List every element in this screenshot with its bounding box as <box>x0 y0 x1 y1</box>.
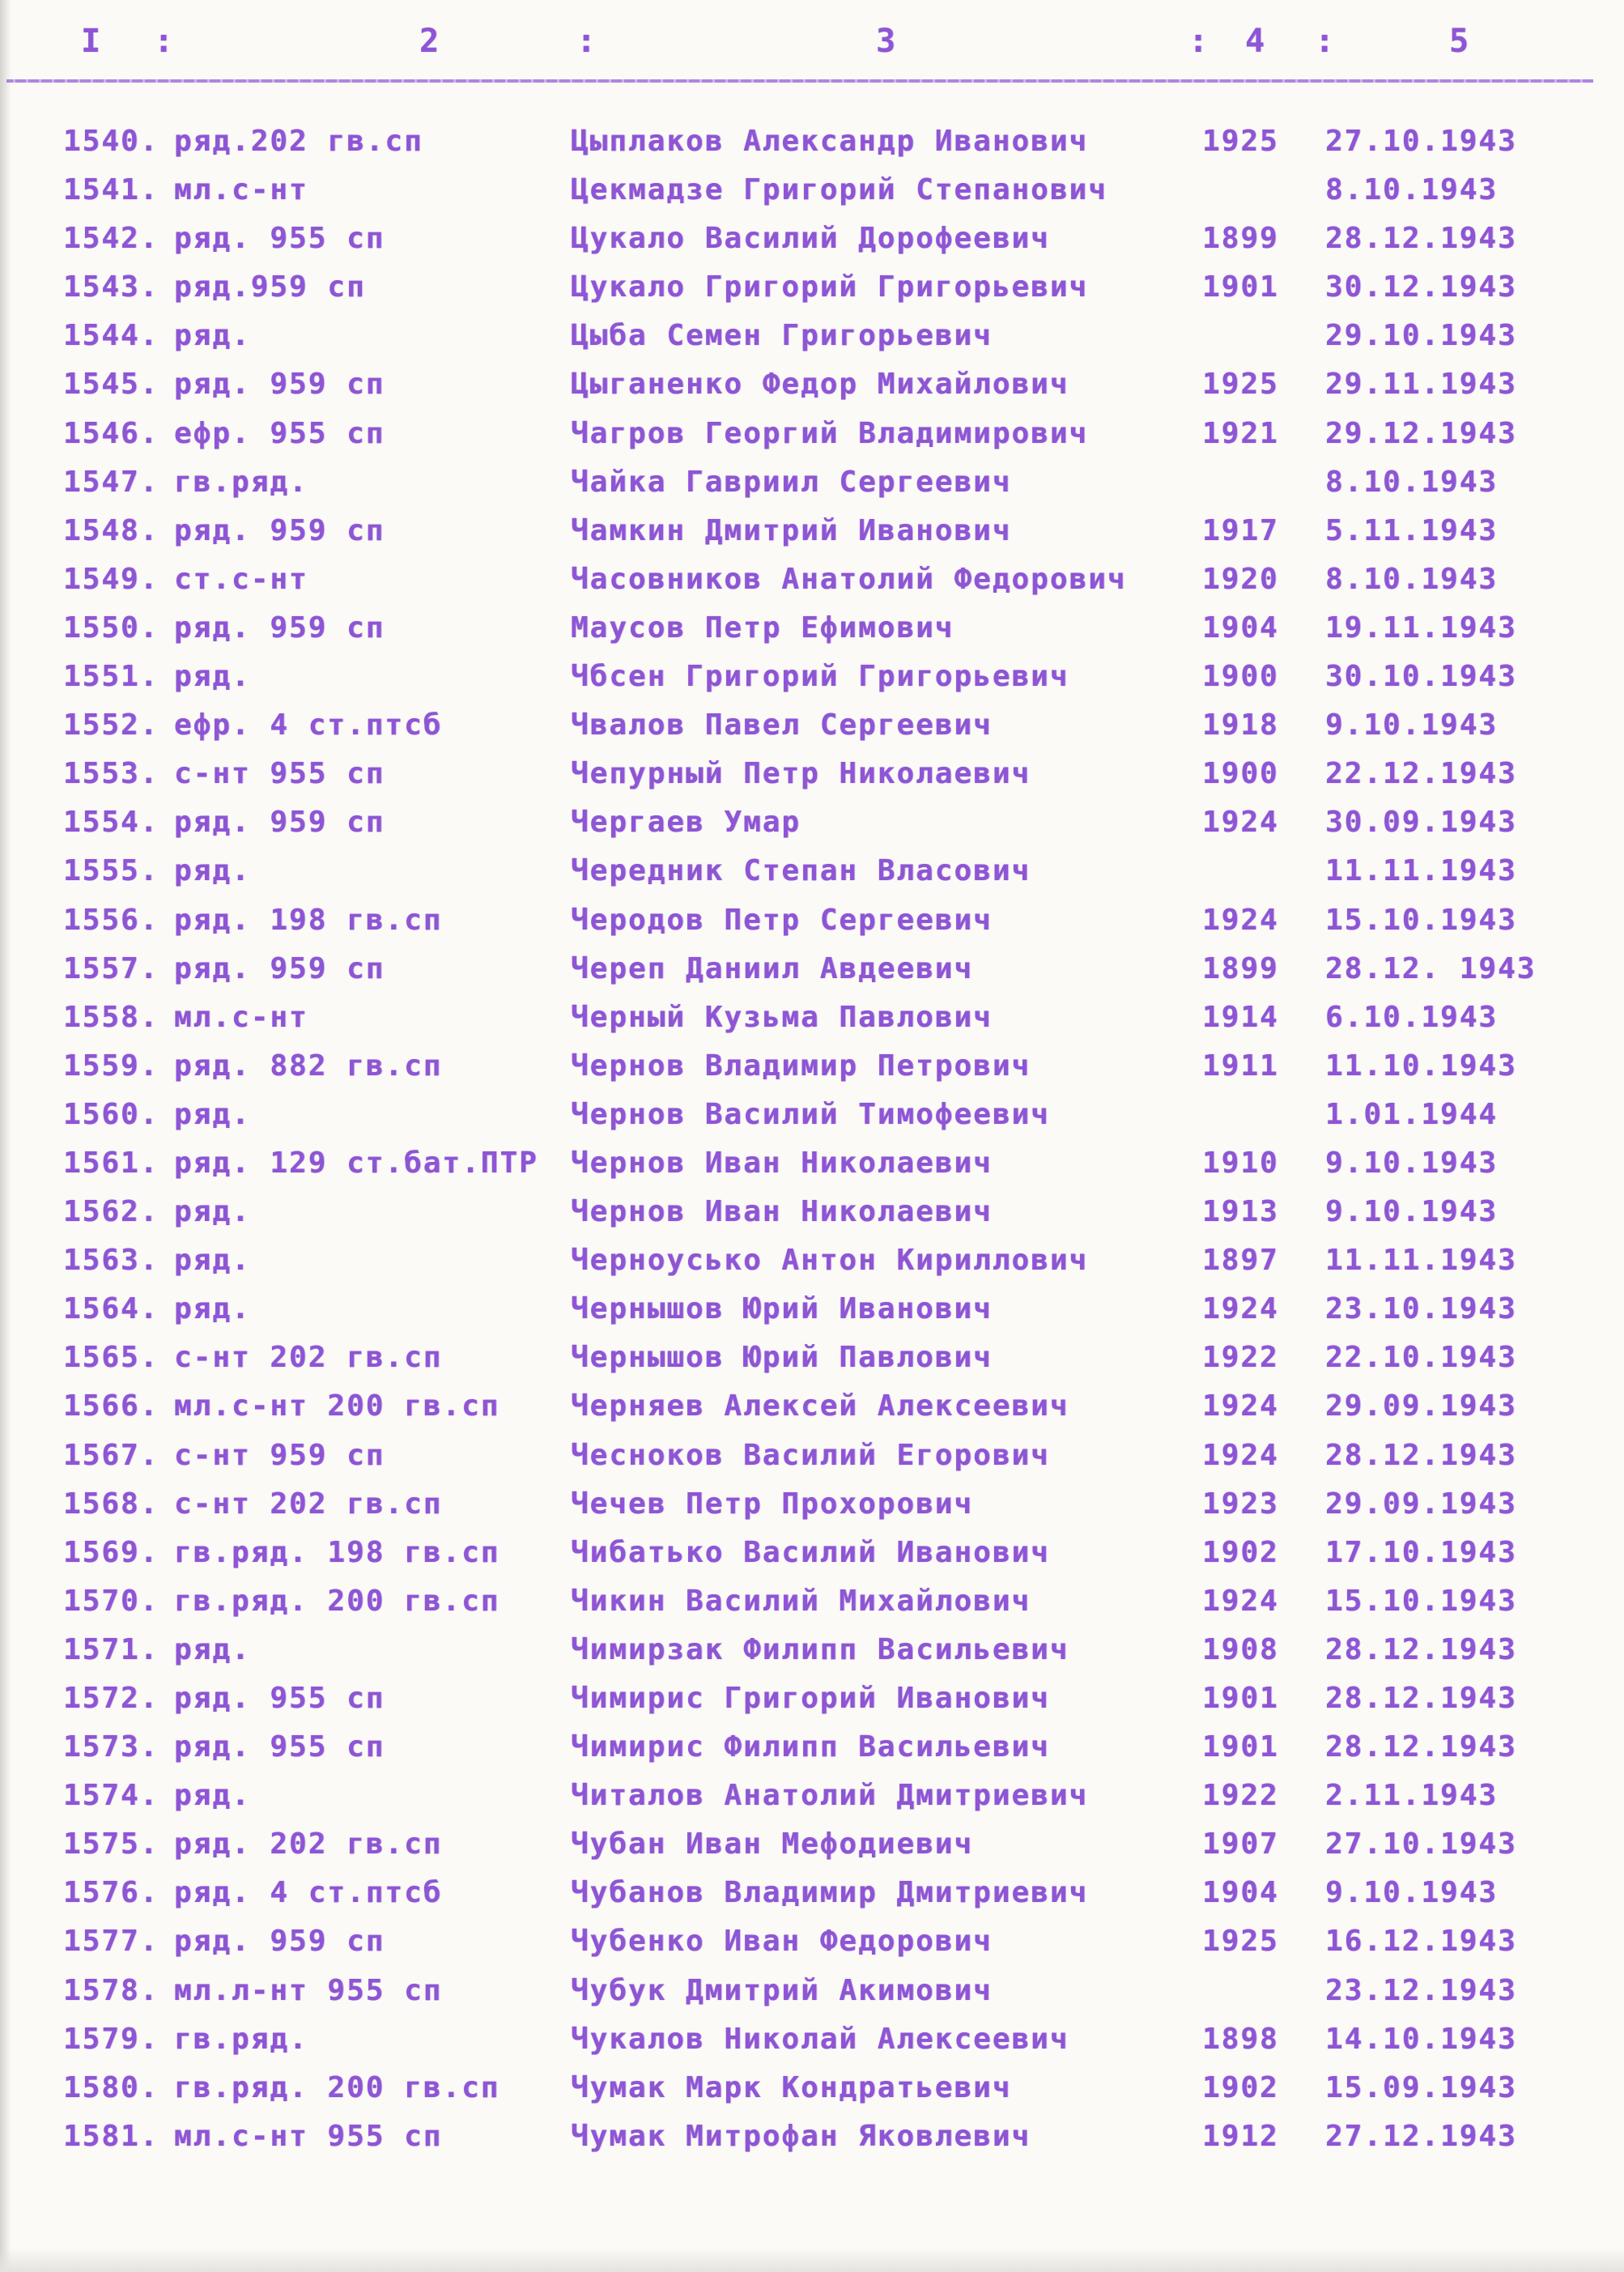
record-date: 28.12. 1943 <box>1325 951 1537 985</box>
record-full-name: Чернов Иван Николаевич <box>571 1146 993 1180</box>
record-number: 1553. <box>63 757 159 791</box>
record-rank-unit: гв.ряд. <box>174 2022 308 2056</box>
record-row <box>0 1533 1624 1581</box>
record-full-name: Цекмадзе Григорий Степанович <box>571 173 1107 207</box>
record-row <box>0 657 1624 705</box>
record-row <box>0 998 1624 1046</box>
record-birth-year: 1924 <box>1202 1584 1279 1618</box>
record-rank-unit: ряд. 202 гв.сп <box>174 1827 443 1861</box>
column-header-2: 2 <box>419 23 441 60</box>
record-row <box>0 462 1624 511</box>
record-birth-year: 1924 <box>1202 1389 1279 1423</box>
record-number: 1547. <box>63 465 159 499</box>
record-date: 23.10.1943 <box>1325 1292 1517 1326</box>
record-birth-year: 1924 <box>1202 806 1279 840</box>
records-list <box>0 121 1624 2165</box>
record-number: 1577. <box>63 1925 159 1959</box>
record-full-name: Чвалов Павел Сергеевич <box>571 708 993 742</box>
record-number: 1545. <box>63 368 159 402</box>
record-birth-year: 1925 <box>1202 1925 1279 1959</box>
record-row <box>0 900 1624 949</box>
record-full-name: Чепурный Петр Николаевич <box>571 757 1031 791</box>
record-row <box>0 1240 1624 1289</box>
record-rank-unit: ряд. <box>174 854 251 888</box>
record-birth-year: 1922 <box>1202 1341 1279 1375</box>
record-date: 27.10.1943 <box>1325 125 1517 158</box>
record-birth-year: 1901 <box>1202 270 1279 304</box>
record-number: 1556. <box>63 903 159 937</box>
record-rank-unit: гв.ряд. 198 гв.сп <box>174 1535 500 1569</box>
record-full-name: Черняев Алексей Алексеевич <box>571 1389 1069 1423</box>
record-number: 1572. <box>63 1682 159 1715</box>
record-full-name: Цыплаков Александр Иванович <box>571 125 1089 158</box>
record-date: 27.12.1943 <box>1325 2119 1517 2153</box>
record-full-name: Черодов Петр Сергеевич <box>571 903 993 937</box>
record-date: 28.12.1943 <box>1325 1632 1517 1666</box>
record-birth-year: 1924 <box>1202 1292 1279 1326</box>
record-row <box>0 559 1624 608</box>
record-birth-year: 1911 <box>1202 1049 1279 1083</box>
record-full-name: Чечев Петр Прохорович <box>571 1487 974 1521</box>
record-full-name: Чумак Митрофан Яковлевич <box>571 2119 1031 2153</box>
record-number: 1560. <box>63 1097 159 1131</box>
record-row <box>0 1630 1624 1678</box>
record-row <box>0 1484 1624 1533</box>
record-number: 1548. <box>63 513 159 547</box>
record-row <box>0 1873 1624 1921</box>
record-rank-unit: гв.ряд. <box>174 465 308 499</box>
record-full-name: Цукало Григорий Григорьевич <box>571 270 1089 304</box>
column-separator-1: : <box>154 23 176 60</box>
record-number: 1557. <box>63 951 159 985</box>
record-number: 1554. <box>63 806 159 840</box>
record-birth-year: 1912 <box>1202 2119 1279 2153</box>
record-date: 2.11.1943 <box>1325 1779 1499 1813</box>
record-full-name: Чимирис Филипп Васильевич <box>571 1730 1050 1764</box>
column-header-3: 3 <box>876 23 898 60</box>
record-number: 1571. <box>63 1632 159 1666</box>
record-birth-year: 1898 <box>1202 2022 1279 2056</box>
record-row <box>0 851 1624 900</box>
record-rank-unit: ряд. <box>174 1097 251 1131</box>
record-date: 15.09.1943 <box>1325 2070 1517 2104</box>
record-date: 22.12.1943 <box>1325 757 1517 791</box>
record-date: 28.12.1943 <box>1325 222 1517 256</box>
record-number: 1564. <box>63 1292 159 1326</box>
record-row <box>0 949 1624 998</box>
record-date: 15.10.1943 <box>1325 903 1517 937</box>
record-number: 1555. <box>63 854 159 888</box>
column-separator-3: : <box>1188 23 1210 60</box>
record-birth-year: 1899 <box>1202 951 1279 985</box>
record-birth-year: 1917 <box>1202 513 1279 547</box>
record-rank-unit: ряд. 955 сп <box>174 222 385 256</box>
record-number: 1542. <box>63 222 159 256</box>
record-full-name: Маусов Петр Ефимович <box>571 611 954 645</box>
record-full-name: Цыба Семен Григорьевич <box>571 319 993 353</box>
record-date: 1.01.1944 <box>1325 1097 1499 1131</box>
record-date: 30.09.1943 <box>1325 806 1517 840</box>
record-birth-year: 1925 <box>1202 125 1279 158</box>
record-row <box>0 316 1624 364</box>
record-full-name: Цыганенко Федор Михайлович <box>571 368 1069 402</box>
record-date: 23.12.1943 <box>1325 1973 1517 2007</box>
record-date: 11.10.1943 <box>1325 1049 1517 1083</box>
record-rank-unit: гв.ряд. 200 гв.сп <box>174 2070 500 2104</box>
record-row <box>0 1289 1624 1338</box>
record-birth-year: 1925 <box>1202 368 1279 402</box>
column-separator-4: : <box>1315 23 1337 60</box>
record-birth-year: 1900 <box>1202 660 1279 694</box>
record-number: 1579. <box>63 2022 159 2056</box>
record-full-name: Черноусько Антон Кириллович <box>571 1244 1089 1278</box>
record-number: 1567. <box>63 1438 159 1472</box>
record-number: 1578. <box>63 1973 159 2007</box>
record-full-name: Чибатько Василий Иванович <box>571 1535 1050 1569</box>
record-full-name: Чередник Степан Власович <box>571 854 1031 888</box>
record-birth-year: 1907 <box>1202 1827 1279 1861</box>
record-birth-year: 1921 <box>1202 416 1279 450</box>
record-number: 1541. <box>63 173 159 207</box>
record-number: 1575. <box>63 1827 159 1861</box>
record-birth-year: 1901 <box>1202 1730 1279 1764</box>
record-rank-unit: ряд.202 гв.сп <box>174 125 423 158</box>
record-number: 1562. <box>63 1195 159 1229</box>
record-full-name: Чукалов Николай Алексеевич <box>571 2022 1069 2056</box>
record-rank-unit: мл.с-нт 955 сп <box>174 2119 443 2153</box>
record-full-name: Чагров Георгий Владимирович <box>571 416 1089 450</box>
record-rank-unit: с-нт 202 гв.сп <box>174 1487 443 1521</box>
record-full-name: Цукало Василий Дорофеевич <box>571 222 1050 256</box>
record-full-name: Чернышов Юрий Иванович <box>571 1292 993 1326</box>
header-rule <box>6 79 1593 83</box>
record-number: 1559. <box>63 1049 159 1083</box>
record-full-name: Чергаев Умар <box>571 806 801 840</box>
record-full-name: Чикин Василий Михайлович <box>571 1584 1031 1618</box>
record-birth-year: 1914 <box>1202 1000 1279 1034</box>
record-rank-unit: ряд. <box>174 1779 251 1813</box>
record-full-name: Чубенко Иван Федорович <box>571 1925 993 1959</box>
record-date: 9.10.1943 <box>1325 1876 1499 1910</box>
record-date: 30.12.1943 <box>1325 270 1517 304</box>
record-birth-year: 1899 <box>1202 222 1279 256</box>
record-full-name: Чамкин Дмитрий Иванович <box>571 513 1012 547</box>
record-row <box>0 1921 1624 1970</box>
record-date: 11.11.1943 <box>1325 854 1517 888</box>
record-row <box>0 2068 1624 2117</box>
record-rank-unit: ст.с-нт <box>174 562 308 596</box>
record-row <box>0 1436 1624 1484</box>
record-rank-unit: ряд. 955 сп <box>174 1682 385 1715</box>
record-rank-unit: ряд. 959 сп <box>174 368 385 402</box>
record-rank-unit: ряд. <box>174 1244 251 1278</box>
record-date: 28.12.1943 <box>1325 1682 1517 1715</box>
record-rank-unit: ряд. 959 сп <box>174 951 385 985</box>
record-number: 1561. <box>63 1146 159 1180</box>
record-row <box>0 1581 1624 1630</box>
record-full-name: Чимирис Григорий Иванович <box>571 1682 1050 1715</box>
record-number: 1543. <box>63 270 159 304</box>
record-number: 1563. <box>63 1244 159 1278</box>
record-full-name: Чубук Дмитрий Акимович <box>571 1973 993 2007</box>
record-full-name: Чумак Марк Кондратьевич <box>571 2070 1012 2104</box>
record-number: 1574. <box>63 1779 159 1813</box>
record-rank-unit: мл.с-нт <box>174 1000 308 1034</box>
record-date: 28.12.1943 <box>1325 1438 1517 1472</box>
record-date: 9.10.1943 <box>1325 708 1499 742</box>
record-row <box>0 608 1624 657</box>
record-row <box>0 1971 1624 2019</box>
record-row <box>0 1192 1624 1240</box>
record-date: 17.10.1943 <box>1325 1535 1517 1569</box>
record-row <box>0 705 1624 754</box>
record-row <box>0 1386 1624 1435</box>
record-rank-unit: ряд. <box>174 1195 251 1229</box>
record-number: 1566. <box>63 1389 159 1423</box>
record-full-name: Чайка Гавриил Сергеевич <box>571 465 1012 499</box>
record-birth-year: 1902 <box>1202 1535 1279 1569</box>
record-row <box>0 1143 1624 1192</box>
record-row <box>0 1824 1624 1873</box>
record-full-name: Чернов Василий Тимофеевич <box>571 1097 1050 1131</box>
record-number: 1569. <box>63 1535 159 1569</box>
record-number: 1544. <box>63 319 159 353</box>
record-rank-unit: ряд. 882 гв.сп <box>174 1049 443 1083</box>
record-date: 22.10.1943 <box>1325 1341 1517 1375</box>
record-full-name: Чесноков Василий Егорович <box>571 1438 1050 1472</box>
record-row <box>0 2117 1624 2165</box>
record-birth-year: 1924 <box>1202 1438 1279 1472</box>
record-rank-unit: ефр. 4 ст.птсб <box>174 708 443 742</box>
column-header-4: 4 <box>1245 23 1267 60</box>
record-number: 1581. <box>63 2119 159 2153</box>
page-bottom-fade <box>0 2248 1624 2272</box>
record-number: 1576. <box>63 1876 159 1910</box>
record-date: 19.11.1943 <box>1325 611 1517 645</box>
record-birth-year: 1904 <box>1202 611 1279 645</box>
record-date: 14.10.1943 <box>1325 2022 1517 2056</box>
record-date: 28.12.1943 <box>1325 1730 1517 1764</box>
record-full-name: Читалов Анатолий Дмитриевич <box>571 1779 1089 1813</box>
record-row <box>0 1338 1624 1386</box>
record-full-name: Чернов Иван Николаевич <box>571 1195 993 1229</box>
record-rank-unit: с-нт 202 гв.сп <box>174 1341 443 1375</box>
record-full-name: Чернов Владимир Петрович <box>571 1049 1031 1083</box>
record-full-name: Черный Кузьма Павлович <box>571 1000 993 1034</box>
record-row <box>0 267 1624 316</box>
record-number: 1552. <box>63 708 159 742</box>
record-number: 1568. <box>63 1487 159 1521</box>
record-rank-unit: ряд. <box>174 1292 251 1326</box>
record-date: 11.11.1943 <box>1325 1244 1517 1278</box>
record-rank-unit: ряд. 198 гв.сп <box>174 903 443 937</box>
record-number: 1558. <box>63 1000 159 1034</box>
record-date: 29.09.1943 <box>1325 1389 1517 1423</box>
record-full-name: Чимирзак Филипп Васильевич <box>571 1632 1069 1666</box>
record-rank-unit: ряд. 955 сп <box>174 1730 385 1764</box>
record-birth-year: 1924 <box>1202 903 1279 937</box>
record-rank-unit: ряд. 959 сп <box>174 1925 385 1959</box>
record-rank-unit: ефр. 955 сп <box>174 416 385 450</box>
record-date: 9.10.1943 <box>1325 1195 1499 1229</box>
record-rank-unit: ряд. <box>174 1632 251 1666</box>
record-date: 8.10.1943 <box>1325 562 1499 596</box>
record-row <box>0 1095 1624 1143</box>
record-full-name: Чубан Иван Мефодиевич <box>571 1827 974 1861</box>
record-date: 16.12.1943 <box>1325 1925 1517 1959</box>
record-row <box>0 219 1624 267</box>
record-birth-year: 1913 <box>1202 1195 1279 1229</box>
record-number: 1540. <box>63 125 159 158</box>
record-rank-unit: ряд. 959 сп <box>174 806 385 840</box>
record-birth-year: 1923 <box>1202 1487 1279 1521</box>
record-birth-year: 1910 <box>1202 1146 1279 1180</box>
record-birth-year: 1922 <box>1202 1779 1279 1813</box>
record-date: 6.10.1943 <box>1325 1000 1499 1034</box>
record-number: 1580. <box>63 2070 159 2104</box>
record-number: 1549. <box>63 562 159 596</box>
record-rank-unit: ряд. <box>174 660 251 694</box>
record-date: 27.10.1943 <box>1325 1827 1517 1861</box>
record-number: 1573. <box>63 1730 159 1764</box>
record-birth-year: 1902 <box>1202 2070 1279 2104</box>
record-row <box>0 754 1624 802</box>
column-header-5: 5 <box>1449 23 1471 60</box>
record-birth-year: 1900 <box>1202 757 1279 791</box>
column-header-1: I <box>81 23 103 60</box>
record-number: 1550. <box>63 611 159 645</box>
record-rank-unit: ряд. 959 сп <box>174 611 385 645</box>
record-rank-unit: ряд. 959 сп <box>174 513 385 547</box>
record-birth-year: 1908 <box>1202 1632 1279 1666</box>
record-number: 1565. <box>63 1341 159 1375</box>
record-date: 29.11.1943 <box>1325 368 1517 402</box>
record-row <box>0 802 1624 851</box>
record-date: 15.10.1943 <box>1325 1584 1517 1618</box>
record-date: 8.10.1943 <box>1325 465 1499 499</box>
record-row <box>0 2019 1624 2068</box>
record-rank-unit: мл.с-нт 200 гв.сп <box>174 1389 500 1423</box>
record-rank-unit: ряд. 129 ст.бат.ПТР <box>174 1146 538 1180</box>
record-date: 5.11.1943 <box>1325 513 1499 547</box>
record-row <box>0 1046 1624 1095</box>
column-separator-2: : <box>576 23 598 60</box>
record-birth-year: 1901 <box>1202 1682 1279 1715</box>
record-row <box>0 170 1624 219</box>
record-row <box>0 1678 1624 1727</box>
record-row <box>0 364 1624 413</box>
record-full-name: Чернышов Юрий Павлович <box>571 1341 993 1375</box>
record-rank-unit: ряд. <box>174 319 251 353</box>
record-rank-unit: с-нт 955 сп <box>174 757 385 791</box>
record-rank-unit: мл.л-нт 955 сп <box>174 1973 443 2007</box>
record-date: 30.10.1943 <box>1325 660 1517 694</box>
record-number: 1546. <box>63 416 159 450</box>
record-date: 29.09.1943 <box>1325 1487 1517 1521</box>
record-full-name: Чбсен Григорий Григорьевич <box>571 660 1069 694</box>
record-birth-year: 1904 <box>1202 1876 1279 1910</box>
record-date: 29.10.1943 <box>1325 319 1517 353</box>
record-rank-unit: гв.ряд. 200 гв.сп <box>174 1584 500 1618</box>
record-birth-year: 1920 <box>1202 562 1279 596</box>
record-rank-unit: с-нт 959 сп <box>174 1438 385 1472</box>
record-full-name: Череп Даниил Авдеевич <box>571 951 974 985</box>
record-date: 8.10.1943 <box>1325 173 1499 207</box>
record-row <box>0 1776 1624 1824</box>
record-full-name: Часовников Анатолий Федорович <box>571 562 1127 596</box>
record-row <box>0 121 1624 170</box>
record-rank-unit: мл.с-нт <box>174 173 308 207</box>
record-number: 1570. <box>63 1584 159 1618</box>
record-rank-unit: ряд.959 сп <box>174 270 366 304</box>
record-row <box>0 511 1624 559</box>
record-rank-unit: ряд. 4 ст.птсб <box>174 1876 443 1910</box>
record-birth-year: 1897 <box>1202 1244 1279 1278</box>
record-date: 9.10.1943 <box>1325 1146 1499 1180</box>
record-date: 29.12.1943 <box>1325 416 1517 450</box>
record-row <box>0 414 1624 462</box>
record-full-name: Чубанов Владимир Дмитриевич <box>571 1876 1089 1910</box>
record-row <box>0 1727 1624 1776</box>
record-number: 1551. <box>63 660 159 694</box>
record-birth-year: 1918 <box>1202 708 1279 742</box>
